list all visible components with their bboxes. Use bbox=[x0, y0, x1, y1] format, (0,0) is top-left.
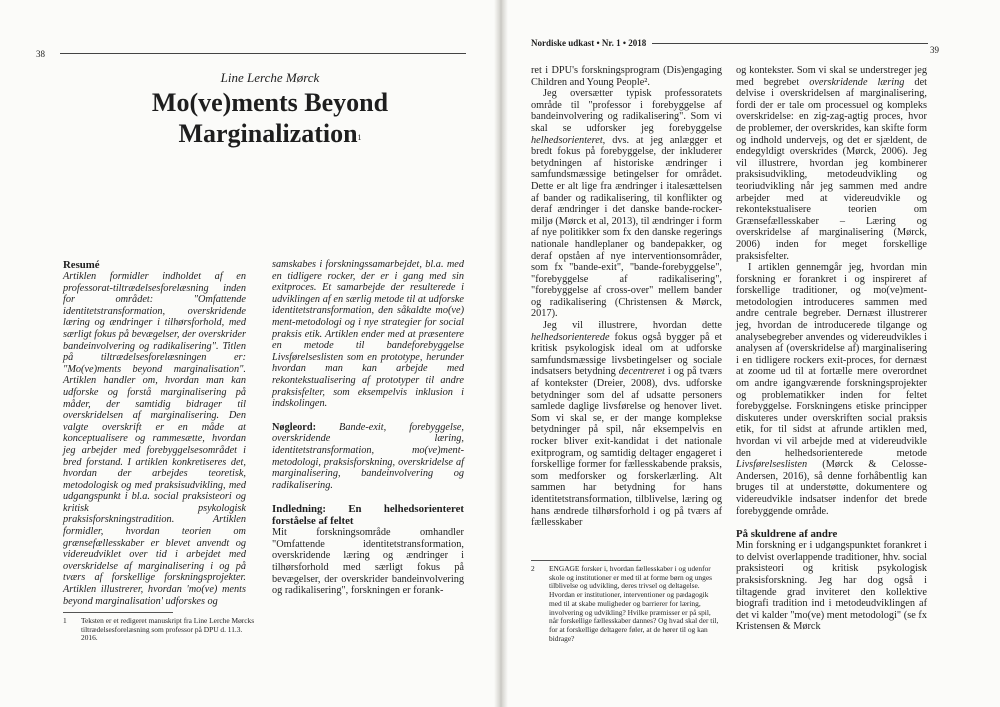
text-run: det delvise i overskridelsen af marginalisering, fordi der er tale om processuel og kompleks overskridelse: en zig-zag-agtig proces, hvor de problemer, der overskrides, kan skifte form og indhold undervejs, og det er sjældent, de endegyldigt overskrides (Mørck, 2006). Jeg vil illustrere, hvordan jeg kombinerer praksisudvikling, metodeudvikling og teoriudvikling når jeg sammen med andre arbejder med at videreudvikle og rekontekstualisere teorien om Grænsefællesskaber – Læring og overskridelse af marginalisering (Mørck, 2006) inden for meget forskellige praksisfelter. bbox=[736, 76, 928, 262]
paragraph: Min forskning er i udgangspunktet forankret i to delvist overlappende traditioner, hhv. social praksisteori og kritisk psykologisk praksisforskning. Jeg har dog også i tiltagende grad inviteret den kollektive biografi tradition ind i metodeudviklingen af det vi kalder "mo(ve) ment metodologi" (se fx Kristensen & Mørck bbox=[736, 540, 927, 633]
text-run: Jeg oversætter typisk professoratets område til "professor i forebyggelse af bandeinvolvering og radikalisering". Som vi skal se udforsker jeg forebyggelse bbox=[531, 88, 722, 134]
emphasis: overskridende læring bbox=[809, 76, 905, 88]
text-run: og kontekster. Som vi skal se understreger jeg med begrebet bbox=[736, 65, 927, 88]
abstract-text-part-2: samskabes i forskningssamarbejdet, bl.a. med en tidligere rocker, der er i gang med sin exitproces. Et samarbejde der resulterede i udviklingen af en særlig metode til at udforske identitetstransformation, den såkaldte mo(ve) ment-metodologi og i nye strategier for social praksis etik. Artiklen ender med at præsentere en metode til bandeforebyggelse Livsførelseslisten som en prototype, herunder hvordan man kan arbejde med rekontekstualisering af prototyper til andre praksisfelter, som eksempelvis inklusion i indskolingen. bbox=[272, 259, 464, 410]
paragraph bbox=[531, 88, 722, 320]
text-run: fokus også bygger på et kritisk psykologisk ideal om at udforske samfundsmæssige livsbetingelser og sociale indsatsers betydning bbox=[531, 331, 722, 378]
text-run: i og på tværs af kontekster (Dreier, 2008), dvs. udforske betydninger som del af udsatte personers samlede daglige livsførelse og henover livet. Som vi skal se, er der mange komplekse betydninger på spil, når eksempelvis en rocker bliver exit-kandidat i det nationale exitprogram, og samtidig deltager engageret i forskellige former for fællesskabende praksis, som medforsker og forskerlærling. Alt sammen har betydning for hans identitetstransformation, tilblivelse, læring og hans ændrede tilhørsforhold i og på tværs af fællesskaber bbox=[531, 366, 722, 529]
title-line-2: Marginalization bbox=[178, 119, 358, 148]
footnote-text: Teksten er et redigeret manuskript fra Line Lerche Mørcks tiltrædelsesforelæsning som professor på DPU d. 11.3. 2016. bbox=[81, 616, 255, 643]
paragraph: ret i DPU's forskningsprogram (Dis)engaging Children and Young People². bbox=[531, 65, 722, 88]
abstract-heading: Resumé bbox=[63, 259, 100, 271]
article-author: Line Lerche Mørck bbox=[220, 70, 320, 85]
left-column-2 bbox=[272, 259, 464, 597]
emphasis: decentreret bbox=[618, 366, 665, 378]
footnote-rule bbox=[531, 560, 641, 561]
footnote-number: 1 bbox=[63, 616, 67, 625]
right-column-2 bbox=[736, 65, 927, 633]
title-line-1: Mo(ve)ments Beyond bbox=[151, 88, 389, 117]
left-page bbox=[0, 0, 498, 707]
paragraph bbox=[531, 320, 722, 529]
text-run: I artiklen gennemgår jeg, hvordan min forskning er forankret i og inspireret af forskellige traditioner, og mo(ve)ment-metodologien introduceres sammen med andre centrale begreber. Dernæst illustrerer jeg, hvordan de introducerede tilgange og analysebegreber anvendes og videreudvikles i analysen af (overskridelse af) marginalisering i en tidligere rockers exit-proces, for dernæst at zoome ud til at fortælle mere overordnet om andre igangværende forskningsprojekter og problematikker inden for feltet forebyggelse. Forskningens etiske principper diskuteres under overskriften social praksis etik, for til sidst at afrunde artiklen med, hvordan vi vil arbejde med at videreudvikle den helhedsorienterede metode bbox=[736, 262, 927, 459]
section-heading: På skuldrene af andre bbox=[736, 528, 838, 541]
abstract-text-part-1: Artiklen formidler indholdet af en professorat-tiltrædelsesforelæsning inden for området: "Omfattende identitetstransformation, overskridende læring og ændringer i tilhørsforhold, med særligt fokus på bevægelser, der overskrider bandeinvolvering og radikalisering". Titlen på tiltrædelsesforelæsningen er: "Mo(ve)ments beyond marginalisation". Artiklen handler om, hvordan man kan udforske og forstå marginalisering på måder, der samtidig bidrager til overskridelsen af marginalisering. Den valgte overskrift er en måde at konceptualisere og rammesætte, hvordan jeg arbejder med forebyggelsesområdet i bred forstand. I artiklen konkretiseres det, hvordan der arbejdes teoretisk, metodologisk og med praksisudvikling, med udgangspunkt i bl.a. social praksisteori og kritisk psykologisk praksisforskningstradition. Artiklen formidler, hvordan teorien om grænsefællesskaber er blevet anvendt og videreudviklet over tid i arbejdet med overskridelse af marginalisering i og på tværs af forskellige forskningsprojekter. Artiklen illustrerer, hvordan 'mo(ve) ments beyond marginalisation' udforskes og bbox=[63, 271, 246, 607]
left-column-1 bbox=[63, 259, 246, 607]
text-run: Jeg vil illustrere, hvordan dette bbox=[543, 320, 722, 332]
text-run: (Mørck & Celosse-Andersen, 2016), så denne forhåbentlig kan bruges til at understøtte, dokumentere og videreudvikle indsatser indenfor det brede forebyggende område. bbox=[736, 459, 927, 517]
article-title bbox=[120, 87, 420, 149]
emphasis: helhedsorienterede bbox=[531, 331, 610, 343]
keywords-text: Bande-exit, forebyggelse, overskridende læring, identitetstransformation, mo(ve)ment-metodologi, praksisforskning, overskridelse af marginalisering, bandeinvolvering og radikalisering. bbox=[272, 421, 464, 491]
title-footnote-ref: 1 bbox=[357, 133, 362, 142]
footnote-1 bbox=[63, 617, 258, 643]
paragraph bbox=[736, 65, 927, 262]
text-run: dvs. at jeg anlægger et bredt fokus på forebyggelse, der inkluderer betydningen af historiske ændringer i samfundsmæssige betingelser for området. Dette er alt lige fra ændringer i italesættelsen af bander og radikalisering, til konflikter og deraf ændringer i det danske bande-rocker-miljø (Mørck et al, 2013), til ændringer i form af nye politikker som fx den danske regerings nationale handleplaner og bandepakker, og deraf opståen af nye interventionsområder, som fx "bande-exit", "bande-forebyggelse", "forebyggelse af radikalisering", "forebyggelse af cross-over" mellem bander og radikalisering (Christensen & Mørck, 2017). bbox=[531, 134, 722, 320]
intro-text: Mit forskningsområde omhandler "Omfattende identitetstransformation, overskridende læring og ændringer i tilhørsforhold med særligt fokus på bevægelser, der overskrider bandeinvolvering og radikalisering", forskningen er forank- bbox=[272, 527, 464, 597]
right-column-1 bbox=[531, 65, 722, 529]
intro-heading: Indledning: En helhedsorienteret forståelse af feltet bbox=[272, 503, 464, 528]
right-page bbox=[504, 0, 1000, 707]
paragraph bbox=[736, 262, 927, 517]
footnote-rule bbox=[63, 612, 173, 613]
spine-gutter bbox=[494, 0, 508, 707]
running-head: Nordiske udkast • Nr. 1 • 2018 bbox=[531, 38, 647, 48]
footnote-2 bbox=[531, 565, 722, 643]
keywords bbox=[272, 422, 464, 492]
page-number: 38 bbox=[36, 49, 45, 59]
keywords-label: Nøgleord: bbox=[272, 421, 317, 433]
page-number: 39 bbox=[930, 45, 939, 55]
header-rule bbox=[60, 53, 466, 54]
header-rule bbox=[652, 43, 928, 44]
footnote-number: 2 bbox=[531, 564, 535, 573]
footnote-text: ENGAGE forsker i, hvordan fællesskaber i og udenfor skole og institutioner er med til at forme børn og unges tilblivelse og udvikling, deres trivsel og deltagelse. Hvordan er institutioner, interventioner og pædagogik med til at skabe muligheder og barrierer for læring, involvering og udvikling? Hvilke præmisser er på spil, når forskellige fællesskaber dannes? Og hvad skal der til, for at forskellige deltagere føler, at de hører til og kan bidrage? bbox=[549, 564, 719, 643]
emphasis: Livsførelseslisten bbox=[736, 459, 808, 471]
emphasis: helhedsorienteret, bbox=[531, 134, 606, 146]
